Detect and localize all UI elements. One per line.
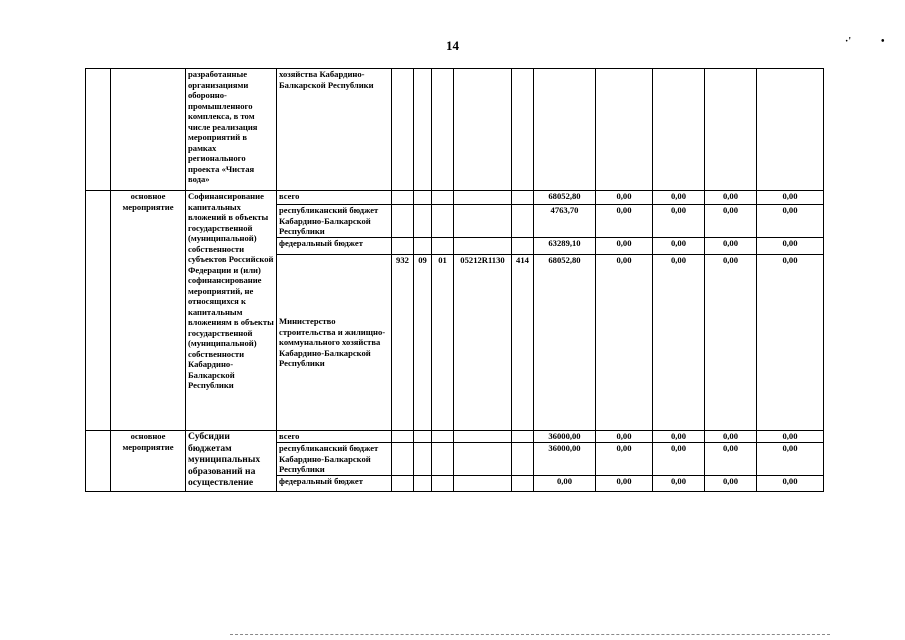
table-row: [86, 431, 824, 443]
status-cell: основное мероприятие: [111, 191, 186, 431]
corner-mark: •: [881, 36, 885, 47]
rz-cell: [414, 205, 432, 238]
rz-cell: [414, 476, 432, 492]
year-cell: 0,00: [757, 255, 824, 431]
pr-cell: [432, 69, 454, 191]
status-cell: [111, 69, 186, 191]
year-cell: 0,00: [653, 431, 705, 443]
pr-cell: 01: [432, 255, 454, 431]
amount-cell: [534, 69, 596, 191]
year-cell: 0,00: [705, 431, 757, 443]
year-cell: 0,00: [596, 205, 653, 238]
amount-cell: 63289,10: [534, 238, 596, 255]
source-cell: всего: [277, 191, 392, 205]
year-cell: 0,00: [596, 431, 653, 443]
grbs-cell: [392, 238, 414, 255]
table-row: [86, 69, 824, 191]
vr-cell: [512, 191, 534, 205]
year-cell: 0,00: [705, 255, 757, 431]
year-cell: 0,00: [653, 205, 705, 238]
year-cell: [757, 69, 824, 191]
rz-cell: [414, 69, 432, 191]
year-cell: 0,00: [596, 443, 653, 476]
executor-cell: хозяйства Кабардино-Балкарской Республики: [277, 69, 392, 191]
grbs-cell: [392, 205, 414, 238]
pr-cell: [432, 443, 454, 476]
csr-cell: [454, 476, 512, 492]
table-row: [86, 191, 824, 205]
pr-cell: [432, 191, 454, 205]
grbs-cell: [392, 69, 414, 191]
year-cell: 0,00: [653, 191, 705, 205]
year-cell: 0,00: [757, 431, 824, 443]
csr-cell: [454, 431, 512, 443]
year-cell: 0,00: [596, 255, 653, 431]
year-cell: 0,00: [705, 443, 757, 476]
rz-cell: [414, 191, 432, 205]
year-cell: 0,00: [757, 205, 824, 238]
vr-cell: [512, 238, 534, 255]
corner-mark: ·': [845, 36, 852, 47]
vr-cell: [512, 476, 534, 492]
page-number: 14: [446, 38, 459, 53]
vr-cell: 414: [512, 255, 534, 431]
rz-cell: [414, 238, 432, 255]
source-cell: Министерство строительства и жилищно-коммунального хозяйства Кабардино-Балкарской Республики: [277, 255, 392, 431]
year-cell: 0,00: [757, 191, 824, 205]
description-cell: Софинансирование капитальных вложений в объекты государственной (муниципальной) собственности субъектов Российской Федерации и (или) софинансирование мероприятий, не относящихся к капитальным вложениям в объекты государственной (муниципальной) собственности Кабардино-Балкарской Республики: [186, 191, 277, 431]
year-cell: 0,00: [705, 238, 757, 255]
year-cell: 0,00: [705, 205, 757, 238]
description-cell: разработанные организациями оборонно-промышленного комплекса, в том числе реализация мероприятий в рамках регионального проекта «Чистая вода»: [186, 69, 277, 191]
status-cell: основное мероприятие: [111, 431, 186, 492]
csr-cell: 05212R1130: [454, 255, 512, 431]
pr-cell: [432, 238, 454, 255]
year-cell: 0,00: [653, 443, 705, 476]
amount-cell: 0,00: [534, 476, 596, 492]
grbs-cell: [392, 443, 414, 476]
pr-cell: [432, 205, 454, 238]
csr-cell: [454, 69, 512, 191]
amount-cell: 68052,80: [534, 191, 596, 205]
pr-cell: [432, 476, 454, 492]
year-cell: 0,00: [596, 476, 653, 492]
empty-cell: [86, 69, 111, 191]
scan-artifact-line: [230, 634, 830, 636]
source-cell: всего: [277, 431, 392, 443]
grbs-cell: [392, 431, 414, 443]
csr-cell: [454, 238, 512, 255]
pr-cell: [432, 431, 454, 443]
empty-cell: [86, 191, 111, 431]
source-cell: республиканский бюджет Кабардино-Балкарской Республики: [277, 205, 392, 238]
grbs-cell: [392, 191, 414, 205]
amount-cell: 68052,80: [534, 255, 596, 431]
source-cell: федеральный бюджет: [277, 476, 392, 492]
csr-cell: [454, 443, 512, 476]
description-cell: Субсидии бюджетам муниципальных образований на осуществление: [186, 431, 277, 492]
source-cell: республиканский бюджет Кабардино-Балкарской Республики: [277, 443, 392, 476]
year-cell: 0,00: [596, 238, 653, 255]
year-cell: 0,00: [596, 191, 653, 205]
vr-cell: [512, 431, 534, 443]
budget-table: [85, 68, 824, 492]
csr-cell: [454, 191, 512, 205]
rz-cell: [414, 443, 432, 476]
amount-cell: 36000,00: [534, 443, 596, 476]
rz-cell: [414, 431, 432, 443]
vr-cell: [512, 205, 534, 238]
amount-cell: 36000,00: [534, 431, 596, 443]
year-cell: [653, 69, 705, 191]
year-cell: 0,00: [653, 255, 705, 431]
year-cell: 0,00: [705, 191, 757, 205]
year-cell: 0,00: [653, 476, 705, 492]
year-cell: [596, 69, 653, 191]
grbs-cell: [392, 476, 414, 492]
rz-cell: 09: [414, 255, 432, 431]
year-cell: 0,00: [757, 443, 824, 476]
grbs-cell: 932: [392, 255, 414, 431]
vr-cell: [512, 443, 534, 476]
source-cell: федеральный бюджет: [277, 238, 392, 255]
year-cell: 0,00: [705, 476, 757, 492]
year-cell: 0,00: [653, 238, 705, 255]
empty-cell: [86, 431, 111, 492]
csr-cell: [454, 205, 512, 238]
vr-cell: [512, 69, 534, 191]
year-cell: 0,00: [757, 476, 824, 492]
year-cell: 0,00: [757, 238, 824, 255]
amount-cell: 4763,70: [534, 205, 596, 238]
year-cell: [705, 69, 757, 191]
